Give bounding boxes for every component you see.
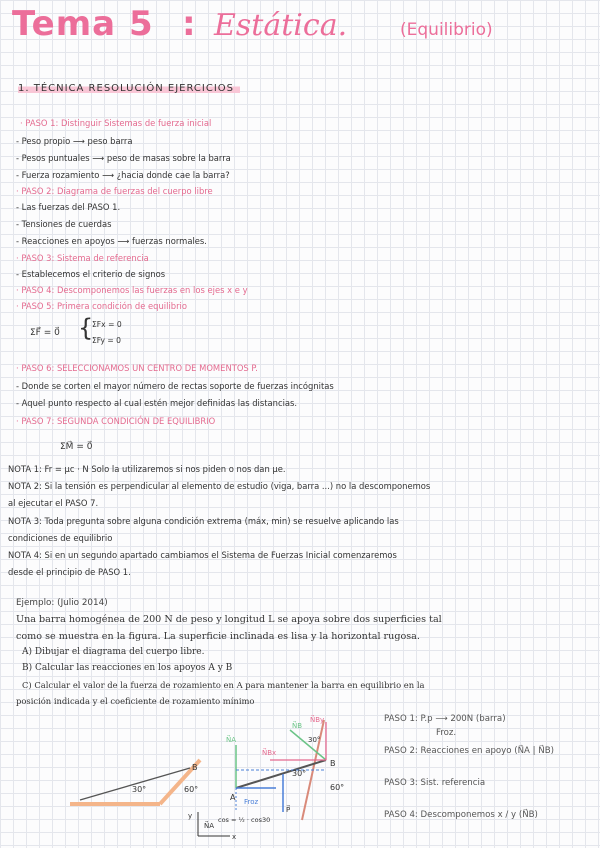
step-line: · PASO 4: Descomponemos las fuerzas en los ejes x e y: [16, 285, 248, 295]
step-line: · PASO 3: Sistema de referencia: [16, 253, 149, 263]
solution-step: PASO 3: Sist. referencia: [384, 778, 486, 788]
step-line: - Fuerza rozamiento ⟶ ¿hacia donde cae la barra?: [16, 170, 230, 180]
small-angle-60: 60°: [184, 785, 199, 794]
solution-step: PASO 1: P.p ⟶ 200N (barra): [384, 714, 506, 724]
equation-fy: ΣFy = 0: [92, 336, 121, 345]
na-label: N⃗A: [226, 736, 237, 744]
step-line: · PASO 1: Distinguir Sistemas de fuerza inicial: [20, 118, 212, 128]
x-axis-label: x: [232, 833, 237, 841]
step-line: - Pesos puntuales ⟶ peso de masas sobre la barra: [16, 153, 231, 163]
equation-moment: ΣM⃗ = 0⃗: [60, 442, 93, 452]
step-line: - Peso propio ⟶ peso barra: [16, 136, 133, 146]
step-line: - Establecemos el criterio de signos: [16, 269, 166, 279]
section-heading: 1. TÉCNICA RESOLUCIÓN EJERCICIOS: [18, 82, 240, 95]
problem-line: A) Dibujar el diagrama del cuerpo libre.: [22, 647, 205, 657]
froz-label: Froz: [244, 798, 259, 806]
page-subtitle: Estática.: [214, 8, 348, 43]
step-line: · PASO 6: SELECCIONAMOS UN CENTRO DE MOMENTOS P.: [16, 363, 258, 373]
small-angle-30: 30°: [132, 785, 147, 794]
problem-line: B) Calcular las reacciones en los apoyos A y B: [22, 663, 233, 673]
note-line: NOTA 1: Fr = μc · N Solo la utilizaremos si nos piden o nos dan μe.: [8, 464, 286, 474]
step-line: - Reacciones en apoyos ⟶ fuerzas normales.: [16, 236, 207, 246]
step-line: - Tensiones de cuerdas: [16, 219, 112, 229]
equation-force: ΣF⃗ = 0⃗: [30, 328, 60, 338]
equation-fx: ΣFx = 0: [92, 320, 122, 329]
big-label-a: A: [230, 793, 236, 802]
nby-label: N⃗By: [310, 716, 325, 724]
step-line: - Las fuerzas del PASO 1.: [16, 202, 121, 212]
note-line: NOTA 4: Si en un segundo apartado cambiamos el Sistema de Fuerzas Inicial comenzaremos: [8, 550, 397, 560]
big-angle-30: 30°: [292, 769, 307, 778]
step-line: - Donde se corten el mayor número de rectas soporte de fuerzas incógnitas: [16, 381, 334, 391]
small-bar: [80, 768, 190, 800]
solution-step: PASO 4: Descomponemos x / y (N⃗B): [384, 810, 538, 820]
solution-step: PASO 2: Reacciones en apoyo (N⃗A | N⃗B): [384, 746, 554, 756]
small-label-b: B: [192, 763, 198, 772]
note-line: NOTA 2: Si la tensión es perpendicular al elemento de estudio (viga, barra ...) no la descomponemos: [8, 481, 431, 491]
note-line: desde el principio de PASO 1.: [8, 567, 131, 577]
page-title: Tema 5: [12, 4, 154, 44]
step-line: · PASO 7: SEGUNDA CONDICIÓN DE EQUILIBRIO: [16, 416, 216, 426]
equation-brace: {: [78, 314, 94, 342]
note-line: condiciones de equilibrio: [8, 533, 113, 543]
big-label-b: B: [330, 759, 336, 768]
problem-line: Una barra homogénea de 200 N de peso y longitud L se apoya sobre dos superficies tal: [16, 614, 442, 625]
step-line: · PASO 2: Diagrama de fuerzas del cuerpo libre: [16, 186, 213, 196]
big-angle-60: 60°: [330, 783, 345, 792]
formula-label: cos = ½ · cos30: [218, 816, 271, 824]
step-line: · PASO 5: Primera condición de equilibrio: [16, 301, 187, 311]
problem-line: posición indicada y el coeficiente de rozamiento mínimo: [16, 696, 255, 706]
note-line: NOTA 3: Toda pregunta sobre alguna condición extrema (máx, min) se resuelve aplicando las: [8, 516, 399, 526]
nbx-label: N⃗Bx: [262, 749, 277, 757]
big-angle-30b: 30°: [308, 736, 321, 744]
title-paren: (Equilibrio): [400, 20, 493, 40]
step-line: - Aquel punto respecto al cual estén mejor definidas las distancias.: [16, 398, 298, 408]
title-colon: :: [182, 4, 196, 44]
note-line: al ejecutar el PASO 7.: [8, 498, 99, 508]
example-heading: Ejemplo: (Julio 2014): [16, 598, 108, 608]
solution-step: Froz.: [436, 728, 457, 738]
nb-label: N⃗B: [292, 722, 303, 730]
p-label: P⃗: [286, 806, 291, 814]
problem-line: como se muestra en la figura. La superficie inclinada es lisa y la horizontal rugosa.: [16, 631, 420, 642]
y-axis-label: y: [188, 812, 193, 820]
na-small-label: N⃗A: [204, 822, 215, 830]
problem-line: C) Calcular el valor de la fuerza de rozamiento en A para mantener la barra en equilibrio en la: [22, 680, 425, 690]
